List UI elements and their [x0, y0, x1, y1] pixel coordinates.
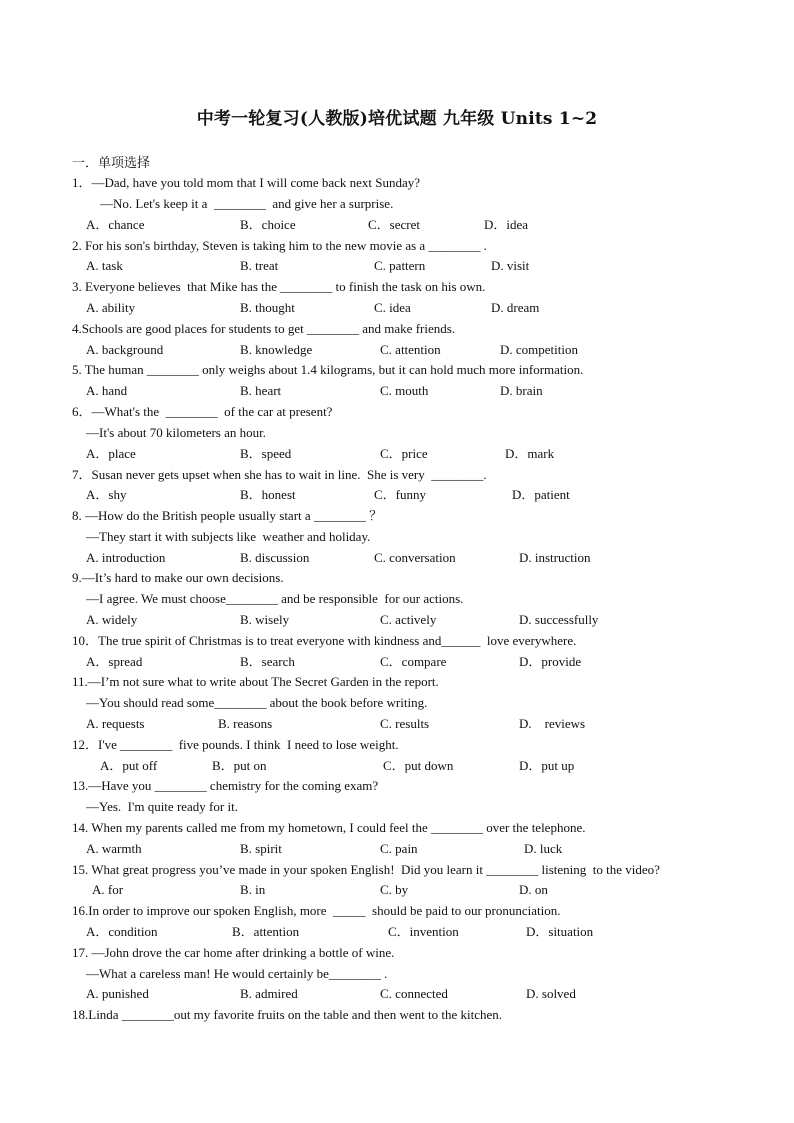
question-line: 9.—It’s hard to make our own decisions. [72, 570, 284, 585]
answer-options [86, 986, 726, 1002]
answer-options [86, 550, 726, 566]
question-line: 4.Schools are good places for students to get ________ and make friends. [72, 321, 456, 336]
question-line: 1．—Dad, have you told mom that I will come back next Sunday? [72, 175, 421, 190]
answer-option: A．place [86, 446, 136, 461]
answer-option: C．invention [388, 924, 459, 939]
answer-options [86, 258, 726, 274]
answer-option: A. for [92, 882, 124, 897]
answer-options [86, 716, 726, 732]
answer-option: D. luck [524, 841, 563, 856]
answer-option: A. requests [86, 716, 145, 731]
question-line: 6．—What's the ________ of the car at present? [72, 404, 333, 419]
section-heading: 一．单项选择 [72, 156, 151, 171]
answer-option: D. dream [491, 300, 540, 315]
answer-option: B．attention [232, 924, 300, 939]
answer-option: C. actively [380, 612, 437, 627]
answer-option: D. solved [526, 986, 576, 1001]
answer-options [86, 654, 726, 670]
question-line: 18.Linda ________out my favorite fruits on the table and then went to the kitchen. [72, 1007, 502, 1022]
answer-option: C．price [380, 446, 428, 461]
answer-option: C．secret [368, 217, 420, 232]
question-line: 15. What great progress you’ve made in your spoken English! Did you learn it ________ listening to the video? [72, 862, 660, 877]
answer-option: B．speed [240, 446, 292, 461]
answer-option: A. punished [86, 986, 149, 1001]
answer-option: A. widely [86, 612, 138, 627]
answer-option: A．chance [86, 217, 145, 232]
question-line: 14. When my parents called me from my hometown, I could feel the ________ over the telephone. [72, 820, 586, 835]
answer-option: D．patient [512, 487, 570, 502]
answer-option: C. mouth [380, 383, 429, 398]
question-line: 7．Susan never gets upset when she has to wait in line. She is very ________. [72, 467, 487, 482]
answer-option: A．condition [86, 924, 158, 939]
answer-option: B．search [240, 654, 295, 669]
answer-option: C. conversation [374, 550, 456, 565]
question-line: —What a careless man! He would certainly be________ . [86, 966, 388, 981]
answer-option: A. background [86, 342, 164, 357]
answer-option: D．put up [519, 758, 575, 773]
answer-option: B．honest [240, 487, 296, 502]
answer-option: A．put off [100, 758, 158, 773]
answer-option: A. ability [86, 300, 136, 315]
answer-option: D. competition [500, 342, 578, 357]
question-line: 5. The human ________ only weighs about 1.4 kilograms, but it can hold much more information. [72, 362, 584, 377]
answer-options [86, 217, 726, 233]
answer-option: B．put on [212, 758, 267, 773]
question-line: —I agree. We must choose________ and be responsible for our actions. [86, 591, 464, 606]
answer-options [86, 446, 726, 462]
answer-option: D．situation [526, 924, 594, 939]
answer-option: D. instruction [519, 550, 591, 565]
answer-option: D．provide [519, 654, 582, 669]
question-line: 11.—I’m not sure what to write about The Secret Garden in the report. [72, 674, 439, 689]
answer-option: C. pain [380, 841, 418, 856]
answer-option: D. visit [491, 258, 530, 273]
answer-option: B. spirit [240, 841, 282, 856]
answer-options [86, 612, 726, 628]
answer-option: B. heart [240, 383, 282, 398]
answer-option: D．mark [505, 446, 555, 461]
answer-option: C. by [380, 882, 409, 897]
answer-option: C. connected [380, 986, 448, 1001]
question-line: —You should read some________ about the book before writing. [86, 695, 428, 710]
answer-option: C．compare [380, 654, 447, 669]
answer-option: A. introduction [86, 550, 166, 565]
answer-option: B．choice [240, 217, 296, 232]
answer-option: B. thought [240, 300, 295, 315]
answer-option: B. wisely [240, 612, 290, 627]
answer-option: D. on [519, 882, 548, 897]
answer-option: C．funny [374, 487, 427, 502]
answer-option: C. attention [380, 342, 441, 357]
question-line: 13.—Have you ________ chemistry for the coming exam? [72, 778, 379, 793]
answer-option: B. admired [240, 986, 298, 1001]
answer-options [86, 841, 726, 857]
question-line: 10．The true spirit of Christmas is to treat everyone with kindness and______ love everywhere. [72, 633, 577, 648]
answer-options [86, 383, 726, 399]
answer-option: A. warmth [86, 841, 142, 856]
page-title: 中考一轮复习(人教版)培优试题 九年级 Units 1~2 [196, 109, 598, 129]
answer-option: C．put down [383, 758, 454, 773]
answer-option: D. brain [500, 383, 543, 398]
answer-options [86, 882, 726, 898]
question-line: —They start it with subjects like weather and holiday. [86, 529, 371, 544]
answer-options [86, 342, 726, 358]
answer-option: A．shy [86, 487, 127, 502]
question-line: —It's about 70 kilometers an hour. [86, 425, 266, 440]
answer-options [86, 924, 726, 940]
answer-option: B. discussion [240, 550, 310, 565]
answer-option: D. reviews [519, 716, 586, 731]
question-line: 3. Everyone believes that Mike has the ________ to finish the task on his own. [72, 279, 486, 294]
question-line: 2. For his son's birthday, Steven is taking him to the new movie as a ________ . [72, 238, 487, 253]
question-line: —Yes. I'm quite ready for it. [86, 799, 238, 814]
answer-option: B. treat [240, 258, 279, 273]
answer-option: A. task [86, 258, 123, 273]
answer-option: C. idea [374, 300, 411, 315]
answer-option: D．idea [484, 217, 529, 232]
answer-options [86, 758, 726, 774]
question-line: —No. Let's keep it a ________ and give her a surprise. [100, 196, 394, 211]
answer-option: A. hand [86, 383, 128, 398]
answer-options [86, 487, 726, 503]
answer-option: B. reasons [218, 716, 273, 731]
answer-option: A．spread [86, 654, 143, 669]
question-line: 16.In order to improve our spoken English, more _____ should be paid to our pronunciation. [72, 903, 561, 918]
answer-option: D. successfully [519, 612, 599, 627]
question-line: 17. —John drove the car home after drinking a bottle of wine. [72, 945, 395, 960]
answer-option: B. knowledge [240, 342, 313, 357]
answer-option: B. in [240, 882, 266, 897]
question-line: 8. —How do the British people usually start a ________ ？ [72, 508, 383, 523]
answer-options [86, 300, 726, 316]
question-line: 12．I've ________ five pounds. I think I need to lose weight. [72, 737, 399, 752]
answer-option: C. pattern [374, 258, 426, 273]
answer-option: C. results [380, 716, 430, 731]
